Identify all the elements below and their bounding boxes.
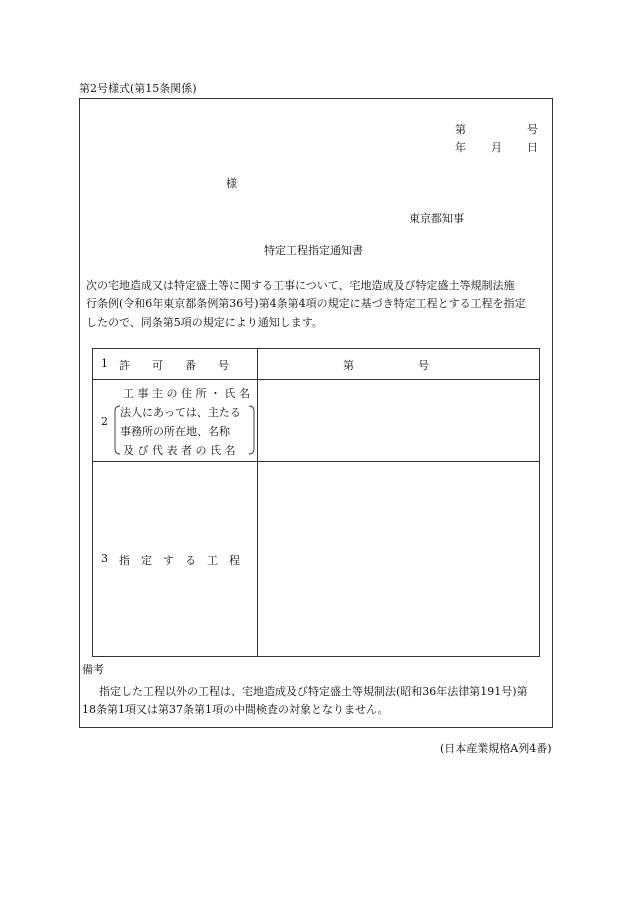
notice-number-prefix: 第	[455, 123, 466, 136]
date-day-label: 日	[527, 141, 538, 154]
body-text-line-1: 次の宅地造成又は特定盛土等に関する工事について、宅地造成及び特定盛土等規制法施	[86, 279, 515, 292]
remarks-line-1: 指定した工程以外の工程は、宅地造成及び特定盛土等規制法(昭和36年法律第191号)第	[99, 685, 528, 698]
row1-value-prefix: 第	[343, 359, 354, 372]
row2-line-1: 工 事 主 の 住 所 ・ 氏 名	[123, 387, 250, 400]
row1-number: 1	[101, 357, 108, 370]
remarks-line-2: 18条第1項又は第37条第1項の中間検査の対象となりません。	[82, 703, 389, 716]
body-text-line-2: 行条例(令和6年東京都条例第36号)第4条第4項の規定に基づき特定工程とする工程を指定	[86, 297, 526, 310]
row2-line-2: 法人にあっては、主たる	[120, 406, 241, 419]
row2-number: 2	[101, 415, 108, 428]
document-title: 特定工程指定通知書	[264, 244, 363, 257]
form-number-label: 第2号様式(第15条関係)	[79, 82, 197, 95]
body-text-line-3: したので、同条第5項の規定により通知します。	[86, 316, 323, 329]
details-table	[92, 348, 540, 657]
row2-line-4: 及 び 代 表 者 の 氏 名	[123, 444, 236, 457]
row1-value-suffix: 号	[418, 359, 429, 372]
notice-number-suffix: 号	[527, 123, 538, 136]
date-month-label: 月	[491, 141, 502, 154]
table-row-divider-2	[93, 461, 539, 462]
row1-label: 許 可 番 号	[119, 359, 229, 372]
table-column-divider	[257, 349, 258, 656]
remarks-label: 備考	[82, 663, 104, 676]
row2-line-3: 事務所の所在地、名称	[120, 425, 230, 438]
paper-size-note: (日本産業規格A列4番)	[440, 742, 552, 755]
date-year-label: 年	[455, 141, 466, 154]
addressee-honorific: 様	[226, 177, 237, 190]
row3-number: 3	[101, 552, 108, 565]
table-row-divider-1	[93, 379, 539, 380]
row3-label: 指 定 す る 工 程	[119, 554, 240, 567]
issuer-name: 東京都知事	[409, 212, 464, 225]
row2-close-bracket	[248, 405, 256, 455]
